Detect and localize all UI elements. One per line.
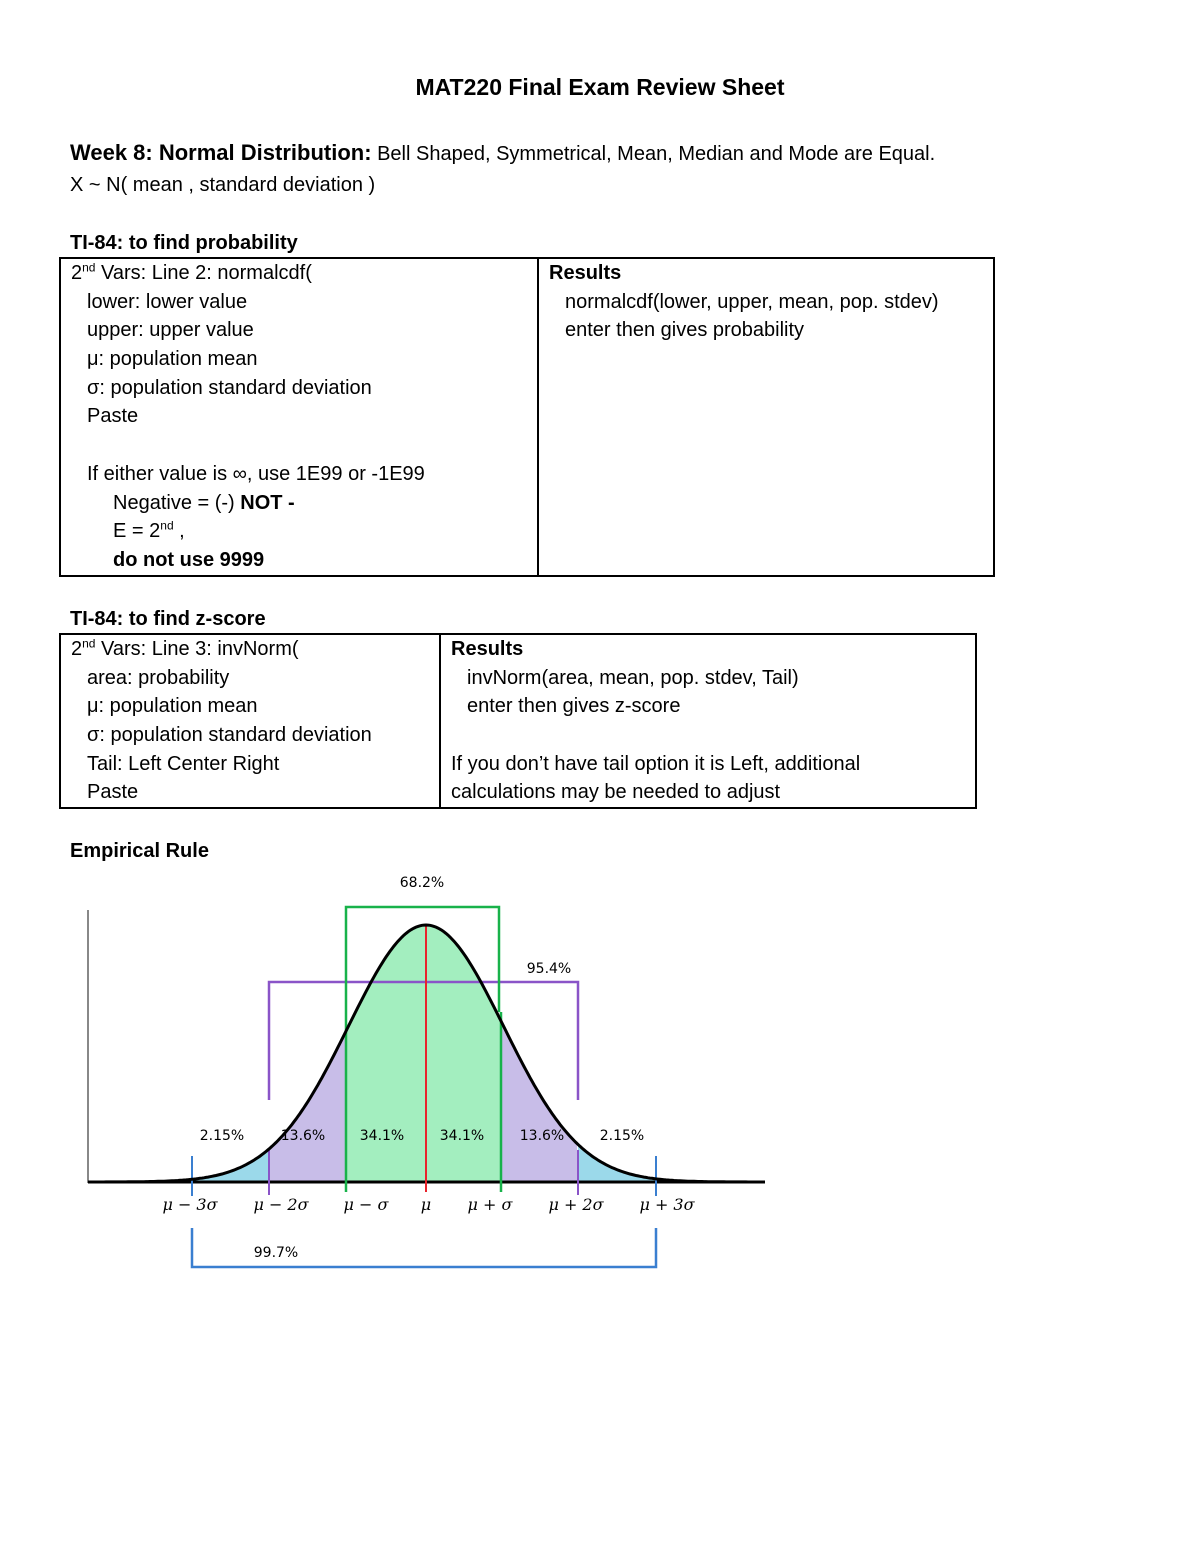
region-label: 2.15% xyxy=(599,1128,645,1144)
zscore-step-paste: Paste xyxy=(87,781,139,804)
empirical-rule-heading: Empirical Rule xyxy=(70,840,209,862)
zscore-step-mean: μ: population mean xyxy=(87,695,258,718)
region-label: 34.1% xyxy=(359,1128,405,1144)
probability-results-cell xyxy=(538,258,994,576)
zscore-results-cell xyxy=(440,634,976,808)
axis-label: μ − 3σ xyxy=(162,1195,218,1214)
region-label: 34.1% xyxy=(439,1128,485,1144)
tail-note-line-2: calculations may be needed to adjust xyxy=(451,781,781,804)
pct-68-label: 68.2% xyxy=(399,875,445,891)
probability-step-paste: Paste xyxy=(87,405,139,428)
probability-results-note: enter then gives probability xyxy=(565,319,805,342)
zscore-results-syntax: invNorm(area, mean, pop. stdev, Tail) xyxy=(467,666,799,689)
zscore-results-note: enter then gives z-score xyxy=(467,695,681,718)
negative-note: Negative = (-) NOT - xyxy=(113,491,295,514)
e-note: E = 2nd , xyxy=(113,518,185,543)
probability-step-mean: μ: population mean xyxy=(87,348,258,371)
zscore-steps-cell xyxy=(60,634,440,808)
probability-step-menu: 2nd Vars: Line 2: normalcdf( xyxy=(71,260,312,284)
zscore-step-area: area: probability xyxy=(87,666,230,689)
pct-997-label: 99.7% xyxy=(253,1245,299,1261)
axis-label: μ − σ xyxy=(343,1195,389,1214)
tail-note-line-1: If you don’t have tail option it is Left, additional xyxy=(451,752,861,775)
week-heading: Week 8: Normal Distribution: xyxy=(70,140,372,165)
week-description: Bell Shaped, Symmetrical, Mean, Median and Mode are Equal. xyxy=(371,143,936,165)
distribution-notation: X ~ N( mean , standard deviation ) xyxy=(70,174,376,196)
axis-label: μ + 3σ xyxy=(639,1195,695,1214)
zscore-results-heading: Results xyxy=(451,638,524,660)
axis-label: μ xyxy=(420,1195,432,1214)
probability-section-heading: TI-84: to find probability xyxy=(70,232,298,254)
empirical-rule-diagram xyxy=(0,860,800,1280)
no-9999-note: do not use 9999 xyxy=(113,548,265,571)
zscore-step-menu: 2nd Vars: Line 3: invNorm( xyxy=(71,636,299,660)
axis-label: μ − 2σ xyxy=(253,1195,309,1214)
region-label: 13.6% xyxy=(519,1128,565,1144)
pct-95-label: 95.4% xyxy=(526,961,572,977)
infinity-note: If either value is ∞, use 1E99 or -1E99 xyxy=(87,462,425,485)
probability-step-upper: upper: upper value xyxy=(87,319,254,342)
region-label: 2.15% xyxy=(199,1128,245,1144)
zscore-step-tail: Tail: Left Center Right xyxy=(87,752,280,775)
zscore-table xyxy=(59,633,977,809)
probability-step-lower: lower: lower value xyxy=(87,290,248,313)
probability-step-stdev: σ: population standard deviation xyxy=(87,376,372,399)
probability-results-heading: Results xyxy=(549,262,622,284)
probability-results-syntax: normalcdf(lower, upper, mean, pop. stdev) xyxy=(565,290,939,313)
probability-table xyxy=(59,257,995,577)
axis-label: μ + σ xyxy=(467,1195,513,1214)
axis-label: μ + 2σ xyxy=(548,1195,604,1214)
zscore-step-stdev: σ: population standard deviation xyxy=(87,724,372,747)
probability-steps-cell xyxy=(60,258,538,576)
week-heading-line xyxy=(70,140,935,166)
page-title: MAT220 Final Exam Review Sheet xyxy=(415,74,785,100)
region-label: 13.6% xyxy=(280,1128,326,1144)
zscore-section-heading: TI-84: to find z-score xyxy=(70,608,266,630)
